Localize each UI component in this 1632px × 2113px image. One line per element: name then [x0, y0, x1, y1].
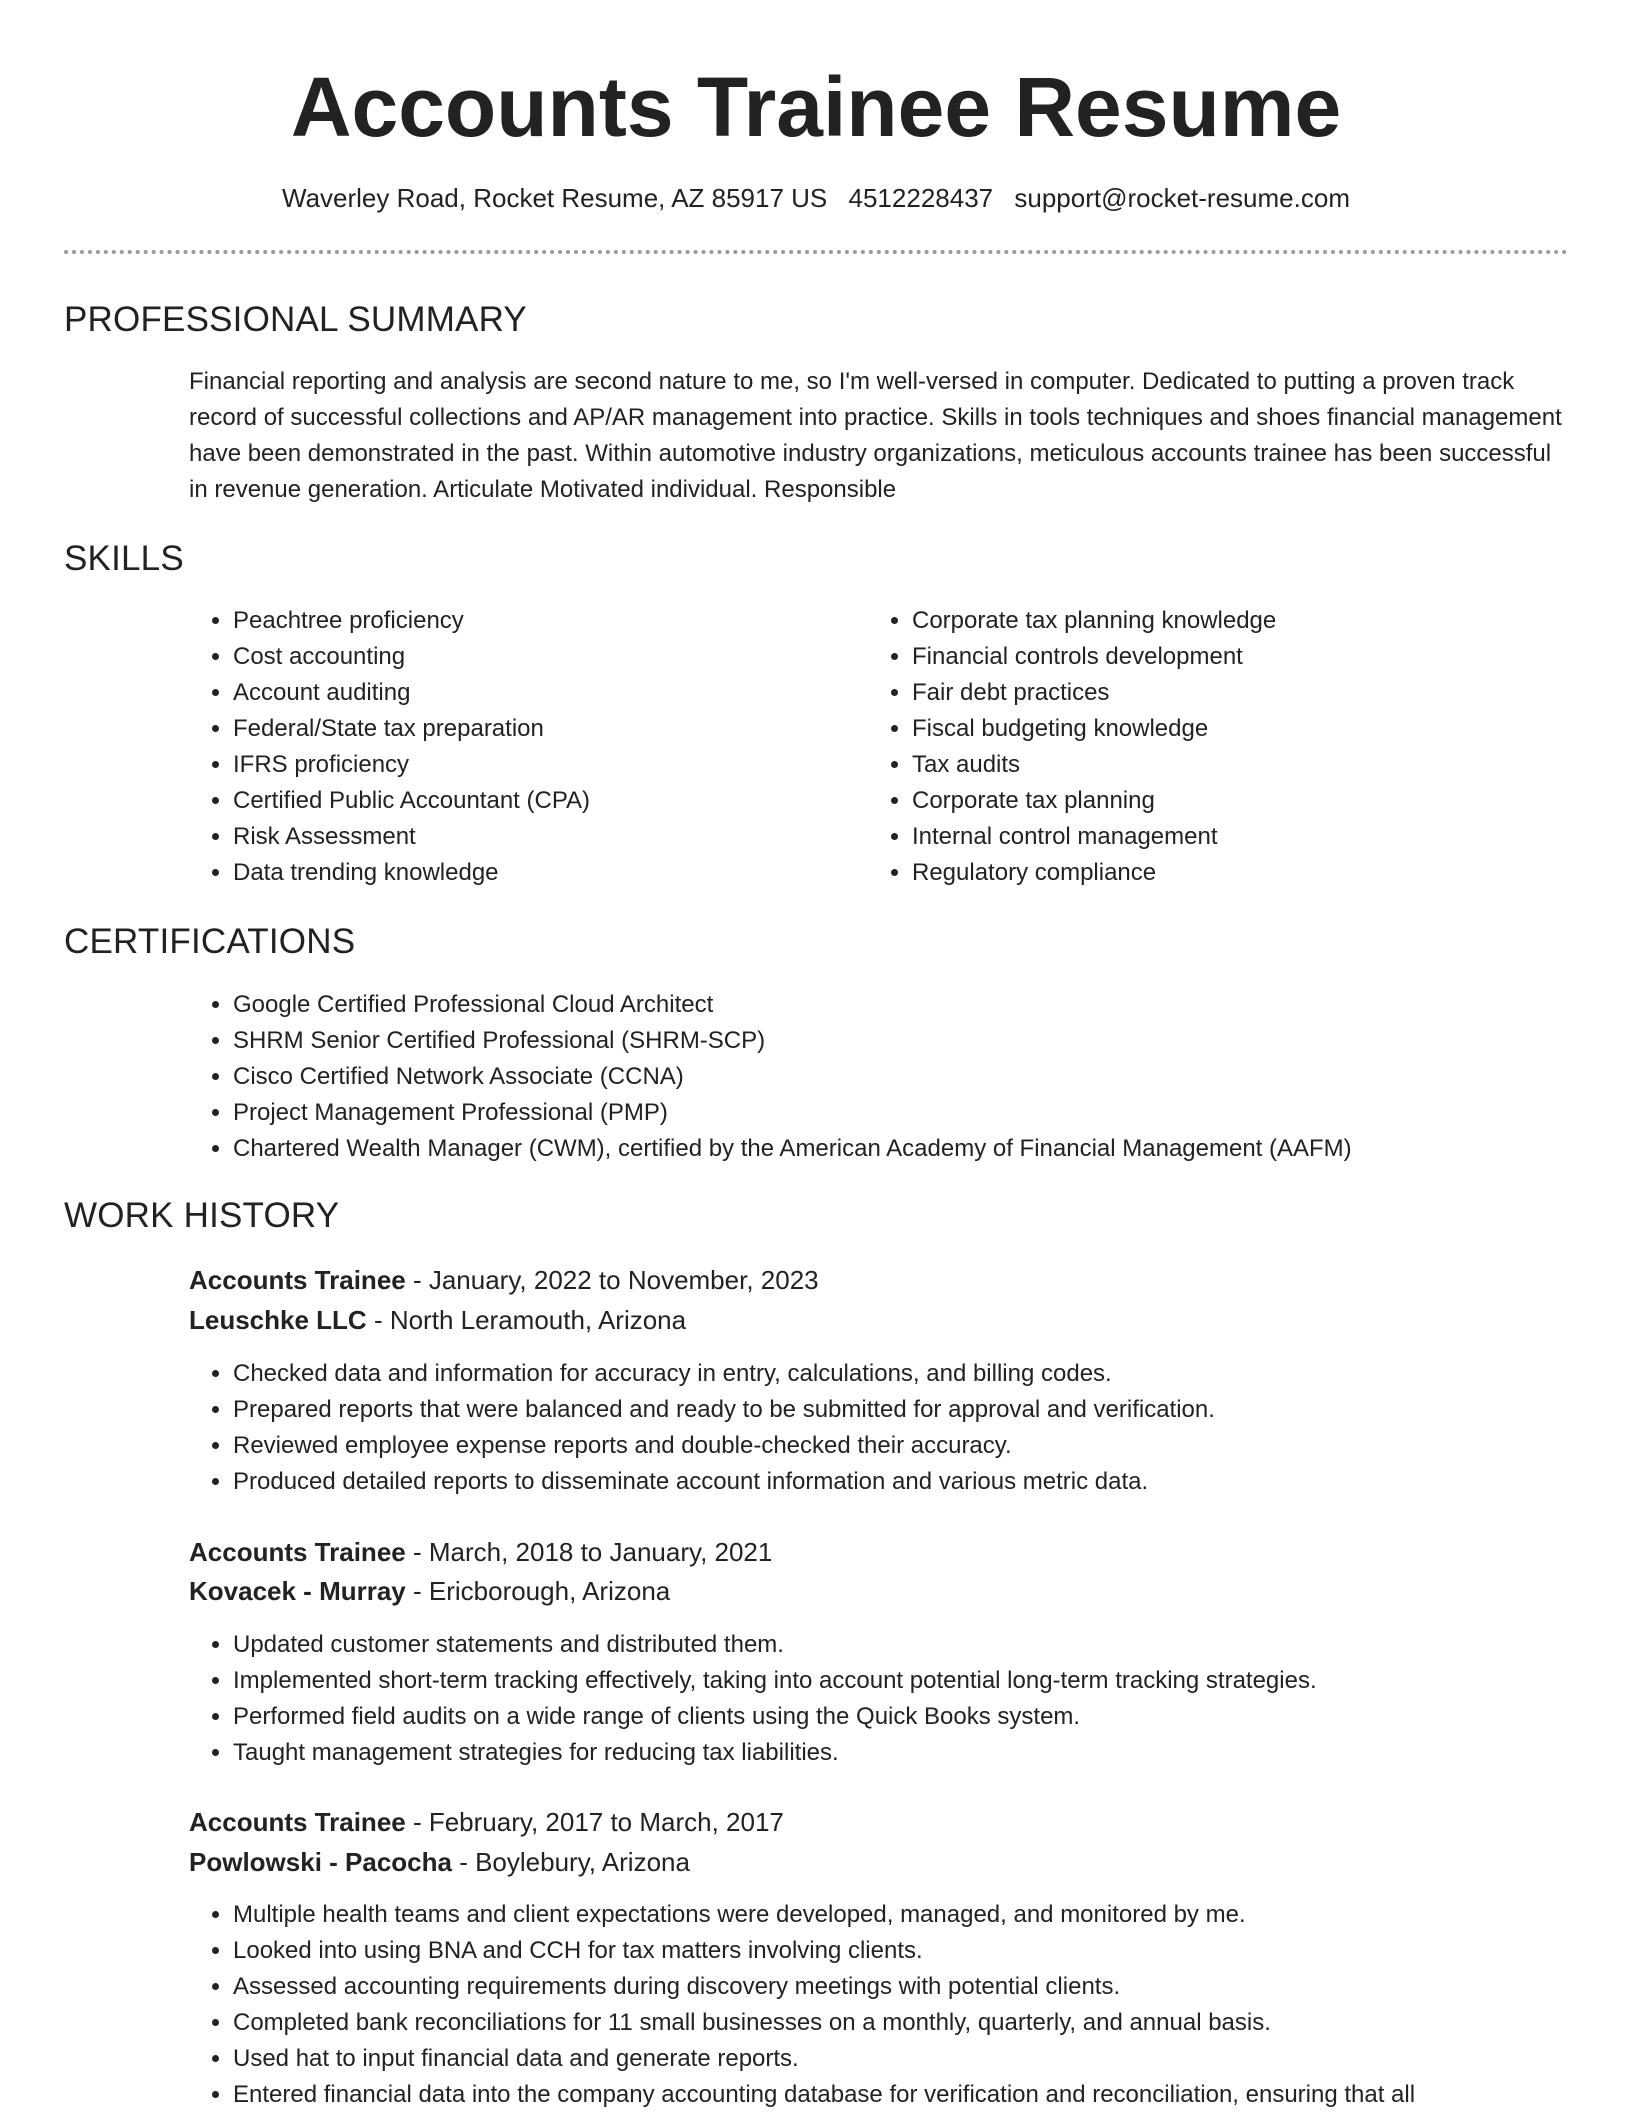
resume-name: Accounts Trainee Resume [290, 60, 1342, 154]
skill-item: • Fiscal budgeting knowledge [912, 711, 1552, 747]
job-location: - North Leramouth, Arizona [366, 1305, 687, 1335]
certifications-heading: CERTIFICATIONS [64, 922, 356, 961]
job-company: Kovacek - Murray [189, 1576, 406, 1606]
job-company-line [189, 1573, 670, 1609]
job-bullets [189, 1356, 1613, 1500]
skill-item: • Risk Assessment [233, 819, 853, 855]
skill-item: • Cost accounting [233, 639, 853, 675]
skills-list-left [189, 603, 853, 891]
skill-item: • Corporate tax planning [912, 783, 1552, 819]
job-bullet: • Multiple health teams and client expectations were developed, managed, and monitored by me. [233, 1897, 1613, 1933]
contact-phone: 4512228437 [848, 183, 994, 213]
skills-list-right [868, 603, 1552, 891]
skill-item: • Peachtree proficiency [233, 603, 853, 639]
skill-item: • Data trending knowledge [233, 855, 853, 891]
skill-item: • Federal/State tax preparation [233, 711, 853, 747]
skill-item: • Account auditing [233, 675, 853, 711]
job-bullet: • Assessed accounting requirements during discovery meetings with potential clients. [233, 1969, 1613, 2005]
header-divider [64, 250, 1568, 254]
certification-item: • Google Certified Professional Cloud Architect [233, 987, 1613, 1023]
job-company-line [189, 1844, 690, 1880]
job-bullet: • Checked data and information for accuracy in entry, calculations, and billing codes. [233, 1356, 1613, 1392]
job-bullet: • Produced detailed reports to disseminate account information and various metric data. [233, 1464, 1613, 1500]
skill-item: • Fair debt practices [912, 675, 1552, 711]
certifications-list [189, 987, 1613, 1167]
job-company-line [189, 1302, 686, 1338]
job-company: Powlowski - Pacocha [189, 1847, 452, 1877]
job-title: Accounts Trainee [189, 1537, 406, 1567]
job-bullet: • Entered financial data into the company accounting database for verification and reconciliation, ensuring that all [233, 2077, 1613, 2113]
contact-address: Waverley Road, Rocket Resume, AZ 85917 US [282, 183, 828, 213]
job-title: Accounts Trainee [189, 1265, 406, 1295]
contact-email: support@rocket-resume.com [1014, 183, 1350, 213]
skill-item: • IFRS proficiency [233, 747, 853, 783]
job-title-line [189, 1534, 772, 1570]
job-bullet: • Performed field audits on a wide range of clients using the Quick Books system. [233, 1699, 1613, 1735]
certification-item: • Cisco Certified Network Associate (CCNA) [233, 1059, 1613, 1095]
job-bullet: • Looked into using BNA and CCH for tax matters involving clients. [233, 1933, 1613, 1969]
job-bullet: • Prepared reports that were balanced and ready to be submitted for approval and verification. [233, 1392, 1613, 1428]
skill-item: • Financial controls development [912, 639, 1552, 675]
job-title: Accounts Trainee [189, 1807, 406, 1837]
skills-heading: SKILLS [64, 539, 184, 578]
job-bullet: • Taught management strategies for reducing tax liabilities. [233, 1735, 1613, 1771]
certification-item: • Project Management Professional (PMP) [233, 1095, 1613, 1131]
job-dates: - February, 2017 to March, 2017 [405, 1807, 784, 1837]
job-dates: - January, 2022 to November, 2023 [405, 1265, 819, 1295]
job-title-line [189, 1262, 819, 1298]
job-company: Leuschke LLC [189, 1305, 367, 1335]
job-bullet: • Implemented short-term tracking effectively, taking into account potential long-term tracking strategies. [233, 1663, 1613, 1699]
summary-heading: PROFESSIONAL SUMMARY [64, 300, 527, 339]
certification-item: • Chartered Wealth Manager (CWM), certified by the American Academy of Financial Management (AAFM) [233, 1131, 1613, 1167]
job-bullets [189, 1897, 1613, 2113]
skill-item: • Certified Public Accountant (CPA) [233, 783, 853, 819]
skill-item: • Corporate tax planning knowledge [912, 603, 1552, 639]
job-location: - Ericborough, Arizona [405, 1576, 671, 1606]
job-location: - Boylebury, Arizona [451, 1847, 690, 1877]
skill-item: • Internal control management [912, 819, 1552, 855]
skill-item: • Regulatory compliance [912, 855, 1552, 891]
job-bullet: • Reviewed employee expense reports and double-checked their accuracy. [233, 1428, 1613, 1464]
certification-item: • SHRM Senior Certified Professional (SHRM-SCP) [233, 1023, 1613, 1059]
work-history-heading: WORK HISTORY [64, 1196, 340, 1235]
contact-line [0, 180, 1632, 216]
summary-text: Financial reporting and analysis are second nature to me, so I'm well-versed in computer. Dedicated to putting a proven track record of successful collections and AP/AR management into practice. Skills in tools techniques and shoes financial management have been demonstrated in the past. Within automotive industry organizations, meticulous accounts trainee has been successful in revenue generation. Articulate Motivated individual. Responsible [189, 368, 1562, 503]
skill-item: • Tax audits [912, 747, 1552, 783]
job-title-line [189, 1804, 784, 1840]
job-bullet: • Updated customer statements and distributed them. [233, 1627, 1613, 1663]
job-dates: - March, 2018 to January, 2021 [405, 1537, 773, 1567]
job-bullets [189, 1627, 1613, 1771]
job-bullet: • Used hat to input financial data and generate reports. [233, 2041, 1613, 2077]
job-bullet: • Completed bank reconciliations for 11 small businesses on a monthly, quarterly, and annual basis. [233, 2005, 1613, 2041]
